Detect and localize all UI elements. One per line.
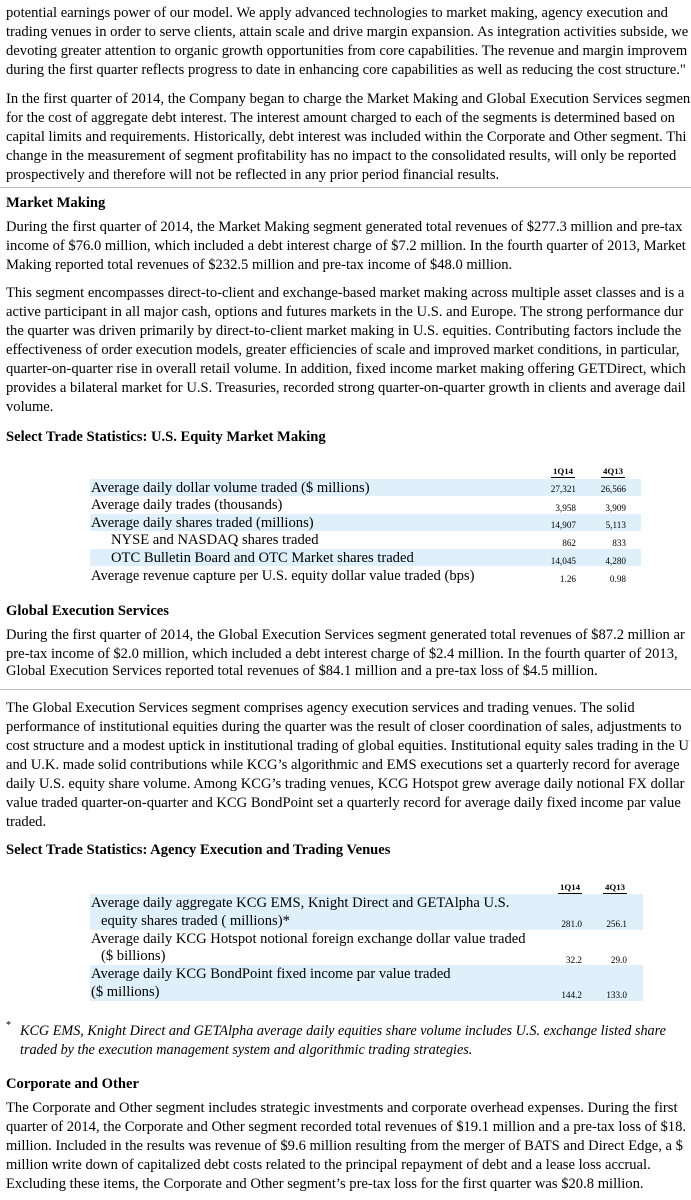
table-row-label: Average daily trades (thousands) [91, 497, 283, 513]
global-execution-para2-line: performance of institutional equities during the quarter was the result of closer coordination of sales, adjustments to [6, 719, 682, 735]
corporate-para-line: quarter of 2014, the Corporate and Other segment recorded total revenues of $19.1 million and a pre-tax loss of $18. [6, 1119, 687, 1135]
table-cell-4q13: 5,113 [605, 520, 626, 530]
global-execution-para2-line: daily U.S. equity share volume. Among KCG’s trading venues, KCG Hotspot grew average daily notional FX dollar [6, 776, 685, 792]
global-execution-para2-line: The Global Execution Services segment comprises agency execution services and trading venues. The solid [6, 700, 635, 716]
agency-col-4q13: 4Q13 [604, 882, 626, 892]
table-cell-1q14: 32.2 [565, 955, 582, 965]
table-cell-4q13: 833 [612, 538, 626, 548]
table-row-label: Average daily dollar volume traded ($ millions) [91, 480, 370, 496]
table-cell-4q13: 133.0 [606, 990, 627, 1000]
global-execution-heading: Global Execution Services [6, 603, 169, 619]
table-cell-1q14: 144.2 [561, 990, 582, 1000]
global-execution-para2-line: cost structure and a modest uptick in institutional trading of global equities. Institutional equity sales trading in the U [6, 738, 689, 754]
market-making-para2-line: volume. [6, 399, 54, 415]
corporate-para-line: million write down of capitalized debt costs related to the principal repayment of debt and a lease loss accrual. [6, 1157, 651, 1173]
intro-para1-line: during the first quarter reflects progress to date in enhancing core capabilities as well as reducing the cost structure." [6, 62, 686, 78]
corporate-heading: Corporate and Other [6, 1076, 139, 1092]
corporate-para-line: Excluding these items, the Corporate and Other segment’s pre-tax loss for the first quarter was $20.8 million. [6, 1176, 644, 1192]
table-cell-4q13: 0.98 [609, 574, 626, 584]
table-cell-1q14: 14,045 [550, 556, 576, 566]
us-equity-table-heading: Select Trade Statistics: U.S. Equity Market Making [6, 429, 326, 445]
intro-para2-line: In the first quarter of 2014, the Company began to charge the Market Making and Global Execution Services segmen [6, 91, 691, 107]
section-divider [0, 187, 691, 188]
intro-para2-line: capital limits and requirements. Historically, debt interest was included within the Corporate and Other segment. Thi [6, 129, 687, 145]
global-execution-para1-line: pre-tax income of $2.0 million, which included a debt interest charge of $2.4 million. In the fourth quarter of 2013, [6, 646, 678, 662]
intro-para2-line: prospectively and therefore will not be reflected in any prior period financial results. [6, 167, 500, 183]
section-divider [0, 689, 691, 690]
table-row-label: OTC Bulletin Board and OTC Market shares traded [111, 550, 414, 566]
market-making-para2-line: This segment encompasses direct-to-client and exchange-based market making across multiple asset classes and is a [6, 285, 685, 301]
table-cell-4q13: 4,280 [605, 556, 626, 566]
corporate-para-line: million. Included in the results was revenue of $9.6 million resulting from the merger of BATS and Direct Edge, a $ [6, 1138, 683, 1154]
table-cell-1q14: 281.0 [561, 919, 582, 929]
footnote-marker: * [6, 1020, 11, 1031]
table-row-label: Average daily aggregate KCG EMS, Knight Direct and GETAlpha U.S. [91, 895, 510, 911]
market-making-para2-line: active participant in all major cash, options and futures markets in the U.S. and Europe. The strong performance dur [6, 304, 684, 320]
intro-para2-line: change in the measurement of segment profitability has no impact to the consolidated results, will only be reported [6, 148, 677, 164]
footnote-line: KCG EMS, Knight Direct and GETAlpha average daily equities share volume includes U.S. exchange listed share [20, 1023, 666, 1039]
intro-para1-line: devoting greater attention to organic growth opportunities from core capabilities. The revenue and margin improvem [6, 43, 688, 59]
table-cell-1q14: 1.26 [559, 574, 576, 584]
market-making-para2-line: provides a bilateral market for U.S. Treasuries, recorded strong quarter-on-quarter growth in clients and average dail [6, 380, 686, 396]
us-equity-col-4q13: 4Q13 [602, 466, 624, 476]
intro-para1-line: potential earnings power of our model. We apply advanced technologies to market making, agency execution and [6, 5, 668, 21]
agency-table-heading: Select Trade Statistics: Agency Execution and Trading Venues [6, 842, 391, 858]
market-making-para2-line: quarter-on-quarter rise in overall retail volume. In addition, fixed income market making offering GETDirect, which [6, 361, 686, 377]
table-cell-4q13: 3,909 [605, 503, 626, 513]
table-row-label: ($ millions) [91, 984, 160, 1000]
agency-col-1q14: 1Q14 [559, 882, 581, 892]
table-cell-4q13: 256.1 [606, 919, 627, 929]
global-execution-para1-line: During the first quarter of 2014, the Global Execution Services segment generated total revenues of $87.2 million ar [6, 627, 685, 643]
table-row-label: Average daily shares traded (millions) [91, 515, 314, 531]
global-execution-para1-line: Global Execution Services reported total revenues of $84.1 million and a pre-tax loss of $4.5 million. [6, 663, 598, 679]
table-cell-1q14: 27,321 [550, 484, 576, 494]
table-row-label: NYSE and NASDAQ shares traded [111, 532, 319, 548]
table-row-label: Average daily KCG Hotspot notional foreign exchange dollar value traded [91, 931, 526, 947]
market-making-heading: Market Making [6, 195, 106, 211]
corporate-para-line: The Corporate and Other segment includes strategic investments and corporate overhead expenses. During the first [6, 1100, 678, 1116]
us-equity-col-1q14: 1Q14 [552, 466, 574, 476]
market-making-para1-line: income of $76.0 million, which included a debt interest charge of $7.2 million. In the fourth quarter of 2013, Market [6, 238, 686, 254]
market-making-para2-line: effectiveness of order execution models, greater efficiencies of scale and improved market conditions, in particular, [6, 342, 680, 358]
table-cell-4q13: 29.0 [610, 955, 627, 965]
intro-para1-line: trading venues in order to serve clients, attain scale and drive margin expansion. As integration activities subside, we [6, 24, 689, 40]
table-cell-1q14: 862 [562, 538, 576, 548]
table-row-label: Average revenue capture per U.S. equity dollar value traded (bps) [91, 568, 475, 584]
table-cell-1q14: 14,907 [550, 520, 576, 530]
global-execution-para2-line: traded. [6, 814, 47, 830]
intro-para2-line: for the cost of aggregate debt interest. The interest amount charged to each of the segments is determined based on [6, 110, 675, 126]
table-cell-4q13: 26,566 [600, 484, 626, 494]
table-cell-1q14: 3,958 [555, 503, 576, 513]
market-making-para1-line: Making reported total revenues of $232.5 million and pre-tax income of $48.0 million. [6, 257, 513, 273]
market-making-para2-line: the quarter was driven primarily by direct-to-client market making in U.S. equities. Contributing factors include the [6, 323, 682, 339]
global-execution-para2-line: value traded quarter-on-quarter and KCG BondPoint set a quarterly record for average daily fixed income par value [6, 795, 681, 811]
table-row-label: equity shares traded ( millions)* [101, 913, 290, 929]
global-execution-para2-line: and U.K. made solid contributions while KCG’s algorithmic and EMS executions set a quarterly record for average [6, 757, 680, 773]
market-making-para1-line: During the first quarter of 2014, the Market Making segment generated total revenues of $277.3 million and pre-tax [6, 219, 683, 235]
footnote-line: traded by the execution management system and algorithmic trading strategies. [20, 1042, 473, 1058]
table-row-label: ($ billions) [101, 948, 166, 964]
table-row-label: Average daily KCG BondPoint fixed income par value traded [91, 966, 451, 982]
